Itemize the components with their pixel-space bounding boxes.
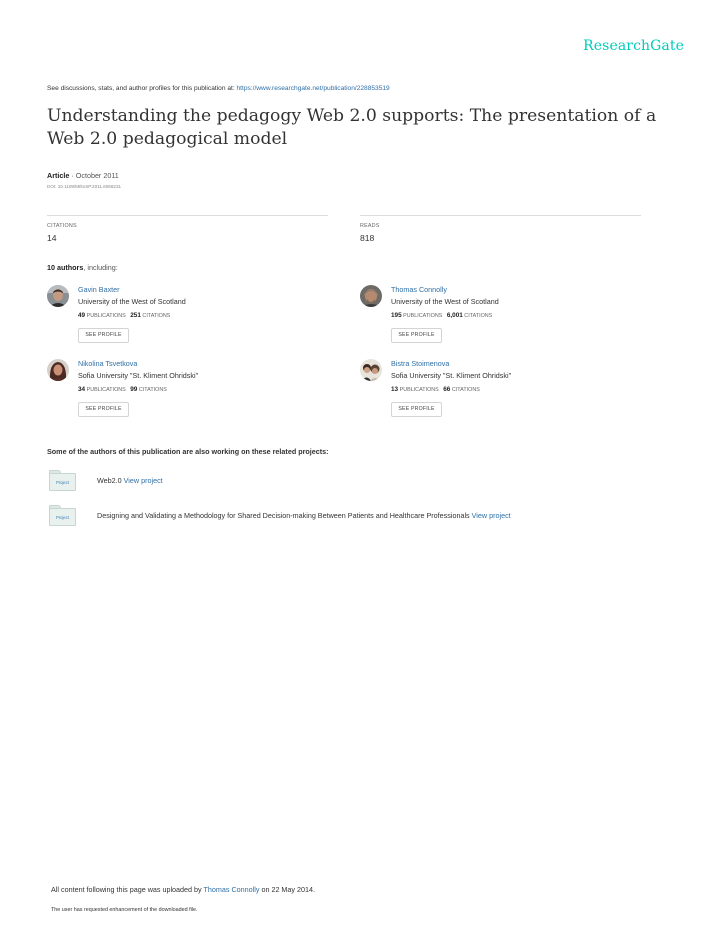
publication-url-link[interactable]: https://www.researchgate.net/publication/228853519 — [236, 85, 390, 92]
project-folder-label: Project — [49, 473, 76, 491]
project-item-shared-decision-making — [47, 505, 687, 529]
authors-count: 10 authors — [47, 263, 84, 272]
view-project-link[interactable]: View project — [123, 476, 163, 485]
reads-value: 818 — [360, 233, 375, 243]
author-card-nikolina-tsvetkova — [47, 359, 307, 429]
related-projects-heading: Some of the authors of this publication are also working on these related projects: — [47, 447, 329, 456]
author-stats — [78, 312, 170, 319]
upload-suffix: on 22 May 2014. — [259, 885, 315, 894]
reads-divider — [360, 215, 641, 216]
author-institution: University of the West of Scotland — [391, 297, 499, 306]
citations-divider — [47, 215, 328, 216]
citations-label: CITATIONS — [137, 387, 167, 393]
publications-count: 34 — [78, 386, 86, 393]
publication-meta — [47, 171, 119, 180]
project-folder-icon — [49, 470, 76, 491]
avatar[interactable] — [47, 285, 69, 307]
reads-label: READS — [360, 223, 380, 229]
citations-label: CITATIONS — [462, 313, 493, 319]
publications-label: PUBLICATIONS — [398, 387, 439, 393]
publications-label: PUBLICATIONS — [85, 387, 126, 393]
citations-value: 14 — [47, 233, 57, 243]
discussion-text: See discussions, stats, and author profiles for this publication at: — [47, 85, 237, 92]
enhancement-note: The user has requested enhancement of the downloaded file. — [51, 907, 198, 913]
author-institution: Sofia University "St. Kliment Ohridski" — [78, 371, 199, 380]
researchgate-logo[interactable]: ResearchGate — [583, 38, 684, 54]
publication-doi: DOI: 10.1109/MIltoSP.2011.6068231 — [47, 184, 122, 189]
project-folder-icon — [49, 505, 76, 526]
citations-label: CITATIONS — [450, 387, 480, 393]
publication-type: Article — [47, 171, 70, 180]
author-institution: Sofia University "St. Kliment Ohridski" — [391, 371, 512, 380]
author-card-bistra-stoimenova — [360, 359, 620, 429]
author-card-gavin-baxter — [47, 285, 307, 355]
project-item-web20 — [47, 470, 687, 494]
author-stats — [78, 386, 167, 393]
publications-count: 195 — [391, 312, 402, 319]
author-name-link[interactable]: Nikolina Tsvetkova — [78, 359, 138, 368]
project-name: Web2.0 — [97, 476, 124, 485]
see-profile-button[interactable]: SEE PROFILE — [391, 402, 442, 417]
project-text — [97, 476, 163, 485]
project-name: Designing and Validating a Methodology for Shared Decision-making Between Patients and Healthcare Professionals — [97, 511, 472, 520]
citations-count: 99 — [130, 386, 138, 393]
publication-date: · October 2011 — [69, 171, 119, 180]
avatar[interactable] — [360, 359, 382, 381]
publication-title: Understanding the pedagogy Web 2.0 supports: The presentation of a Web 2.0 pedagogical model — [47, 106, 657, 149]
project-folder-label: Project — [49, 508, 76, 526]
author-name-link[interactable]: Thomas Connolly — [391, 285, 447, 294]
publications-label: PUBLICATIONS — [401, 313, 443, 319]
see-profile-button[interactable]: SEE PROFILE — [78, 328, 129, 343]
author-card-thomas-connolly — [360, 285, 620, 355]
upload-prefix: All content following this page was uploaded by — [51, 885, 204, 894]
uploader-link[interactable]: Thomas Connolly — [203, 885, 260, 894]
publications-label: PUBLICATIONS — [85, 313, 126, 319]
author-name-link[interactable]: Gavin Baxter — [78, 285, 120, 294]
citations-count: 66 — [443, 386, 451, 393]
publications-count: 13 — [391, 386, 399, 393]
authors-suffix: , including: — [83, 263, 118, 272]
publications-count: 49 — [78, 312, 86, 319]
author-institution: University of the West of Scotland — [78, 297, 186, 306]
project-text — [97, 511, 511, 520]
citations-count: 251 — [130, 312, 141, 319]
see-profile-button[interactable]: SEE PROFILE — [78, 402, 129, 417]
citations-label: CITATIONS — [140, 313, 171, 319]
avatar[interactable] — [47, 359, 69, 381]
upload-note — [51, 885, 315, 894]
citations-count: 6,001 — [446, 312, 463, 319]
citations-label: CITATIONS — [47, 223, 77, 229]
discussion-note — [47, 85, 390, 92]
authors-header — [47, 263, 118, 272]
author-stats — [391, 312, 492, 319]
avatar[interactable] — [360, 285, 382, 307]
author-name-link[interactable]: Bistra Stoimenova — [391, 359, 450, 368]
view-project-link[interactable]: View project — [471, 511, 511, 520]
see-profile-button[interactable]: SEE PROFILE — [391, 328, 442, 343]
author-stats — [391, 386, 480, 393]
